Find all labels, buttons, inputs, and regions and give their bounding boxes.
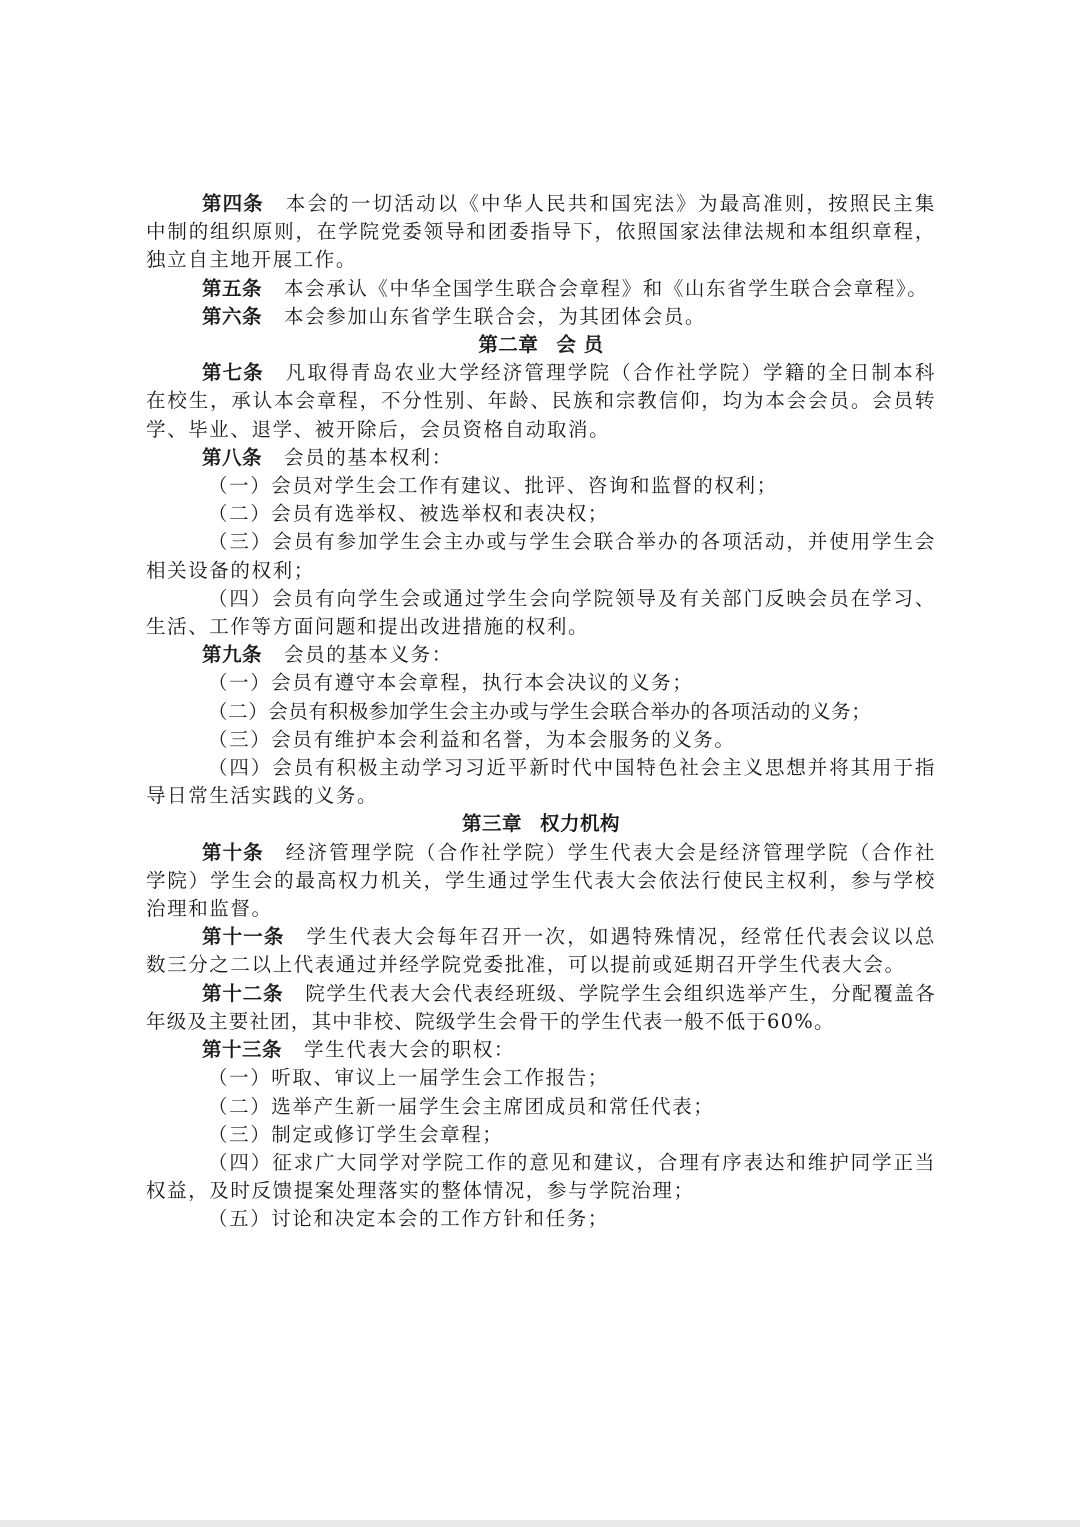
article-10 xyxy=(146,839,936,924)
list-item: （三）会员有参加学生会主办或与学生会联合举办的各项活动，并使用学生会相关设备的权利； xyxy=(146,530,936,582)
article-text: 本会承认《中华全国学生联合会章程》和《山东省学生联合会章程》。 xyxy=(284,276,929,300)
chapter-2-heading xyxy=(146,331,936,359)
chapter-number: 第三章 xyxy=(461,812,522,836)
article-text: 会员的基本权利： xyxy=(284,445,453,469)
chapter-title: 会 员 xyxy=(556,333,604,357)
list-item: （三）制定或修订学生会章程； xyxy=(208,1122,504,1146)
article-title: 第九条 xyxy=(202,643,263,667)
article-text: 院学生代表大会代表经班级、学院学生会组织选举产生，分配覆盖各年级及主要社团，其中非校、院级学生会骨干的学生代表一般不低于60%。 xyxy=(146,981,936,1033)
article-text: 本会参加山东省学生联合会，为其团体会员。 xyxy=(284,304,707,328)
article-text: 学生代表大会每年召开一次，如遇特殊情况，经常任代表会议以总数三分之二以上代表通过并经学院党委批准，可以提前或延期召开学生代表大会。 xyxy=(146,925,936,977)
list-item: （二）会员有积极参加学生会主办或与学生会联合举办的各项活动的义务； xyxy=(208,699,872,723)
article-title: 第六条 xyxy=(202,304,263,328)
document-page xyxy=(146,190,936,1234)
list-item: （一）会员对学生会工作有建议、批评、咨询和监督的权利； xyxy=(208,474,778,498)
article-4 xyxy=(146,190,936,275)
list-item: （四）征求广大同学对学院工作的意见和建议，合理有序表达和维护同学正当权益，及时反馈提案处理落实的整体情况，参与学院治理； xyxy=(146,1150,936,1203)
article-6 xyxy=(146,303,936,331)
article-text: 学生代表大会的职权： xyxy=(304,1038,516,1062)
list-item: （二）会员有选举权、被选举权和表决权； xyxy=(208,502,609,526)
list-item: （四）会员有向学生会或通过学生会向学院领导及有关部门反映会员在学习、生活、工作等方面问题和提出改进措施的权利。 xyxy=(146,586,936,639)
article-title: 第四条 xyxy=(202,192,264,215)
article-text: 本会的一切活动以《中华人民共和国宪法》为最高准则，按照民主集中制的组织原则，在学院党委领导和团委指导下，依照国家法律法规和本组织章程，独立自主地开展工作。 xyxy=(146,192,936,272)
list-item: （一）会员有遵守本会章程，执行本会决议的义务； xyxy=(208,671,694,695)
chapter-3-heading xyxy=(146,810,936,838)
article-5 xyxy=(146,275,936,303)
article-9 xyxy=(146,641,936,669)
page-bottom-edge xyxy=(0,1520,1080,1527)
article-title: 第十三条 xyxy=(202,1038,283,1062)
article-7 xyxy=(146,359,936,444)
article-13 xyxy=(146,1036,936,1064)
article-title: 第五条 xyxy=(202,276,263,300)
list-item: （一）听取、审议上一届学生会工作报告； xyxy=(208,1066,609,1090)
article-title: 第八条 xyxy=(202,445,263,469)
article-8 xyxy=(146,444,936,472)
article-title: 第十条 xyxy=(202,840,264,864)
article-text: 经济管理学院（合作社学院）学生代表大会是经济管理学院（合作社学院）学生会的最高权力机关，学生通过学生代表大会依法行使民主权利，参与学校治理和监督。 xyxy=(146,840,936,921)
article-text: 凡取得青岛农业大学经济管理学院（合作社学院）学籍的全日制本科在校生，承认本会章程，不分性别、年龄、民族和宗教信仰，均为本会会员。会员转学、毕业、退学、被开除后，会员资格自动取消。 xyxy=(146,361,936,441)
article-title: 第十二条 xyxy=(202,981,284,1005)
list-item: （三）会员有维护本会利益和名誉，为本会服务的义务。 xyxy=(208,727,736,751)
list-item: （二）选举产生新一届学生会主席团成员和常任代表； xyxy=(208,1094,715,1118)
chapter-title: 权力机构 xyxy=(540,812,621,836)
chapter-number: 第二章 xyxy=(478,333,539,357)
list-item: （四）会员有积极主动学习习近平新时代中国特色社会主义思想并将其用于指导日常生活实践的义务。 xyxy=(146,756,936,808)
article-title: 第十一条 xyxy=(202,925,285,949)
list-item: （五）讨论和决定本会的工作方针和任务； xyxy=(208,1207,609,1231)
article-12 xyxy=(146,980,936,1036)
article-11 xyxy=(146,923,936,979)
article-text: 会员的基本义务： xyxy=(284,643,453,667)
article-title: 第七条 xyxy=(202,361,264,385)
